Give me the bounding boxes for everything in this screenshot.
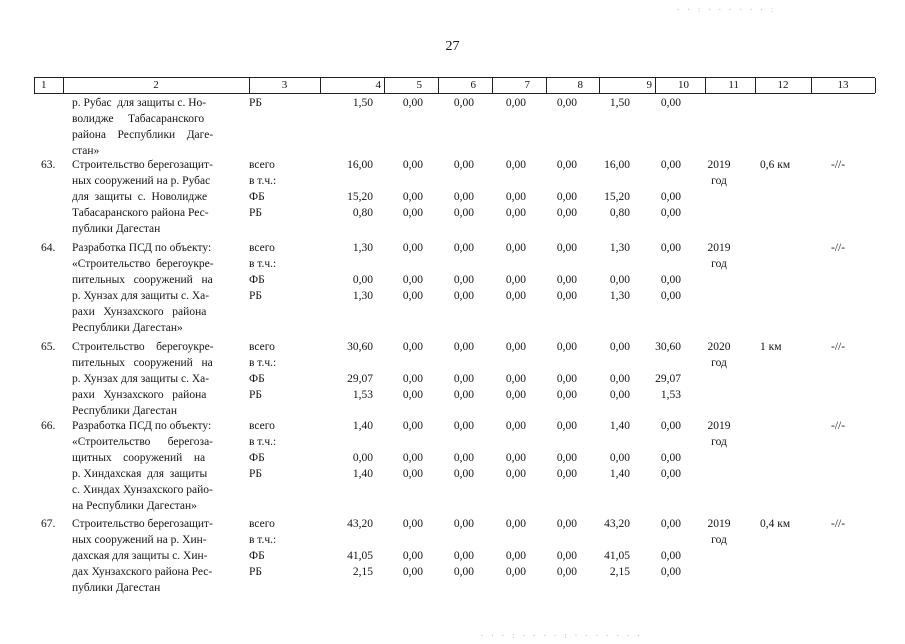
object-name-line: для защиты с. Новолидже — [72, 191, 208, 203]
object-name-line: Разработка ПСД по объекту: — [72, 420, 212, 432]
note-value: -//- — [831, 341, 846, 353]
funding-value: 1,40 — [609, 468, 630, 480]
object-name-line: публики Дагестан — [72, 582, 161, 594]
funding-value: 0,00 — [556, 389, 577, 401]
object-name-line: щитных сооружений на — [72, 452, 206, 464]
object-name-line: рахи Хунзахского района — [72, 306, 207, 318]
funding-value: 0,00 — [556, 274, 577, 286]
note-value: -//- — [831, 242, 846, 254]
funding-source: РБ — [249, 566, 262, 578]
funding-value: 0,00 — [352, 452, 373, 464]
object-name-line: Строительство берегозащит- — [72, 518, 213, 530]
object-name-line: стан» — [72, 145, 100, 157]
funding-source: ФБ — [249, 452, 265, 464]
funding-value: 0,00 — [660, 420, 681, 432]
object-name-line: пительных сооружений на — [72, 357, 213, 369]
object-name-line: р. Хиндахская для защиты — [72, 468, 208, 480]
funding-value: 16,00 — [347, 159, 373, 171]
column-header-cell — [599, 78, 656, 93]
funding-value: 43,20 — [347, 518, 373, 530]
object-name-line: р. Рубас для защиты с. Но- — [72, 97, 207, 109]
funding-value: 0,00 — [660, 518, 681, 530]
funding-value: 0,00 — [453, 389, 474, 401]
row-number: 63. — [41, 159, 56, 171]
completion-year: 2019 — [707, 159, 731, 171]
funding-value: 0,00 — [505, 341, 526, 353]
column-header-cell — [546, 78, 600, 93]
funding-value: 0,00 — [556, 242, 577, 254]
completion-year: год — [711, 175, 727, 187]
funding-value: 0,00 — [660, 191, 681, 203]
column-header-label: 7 — [524, 79, 530, 91]
column-header-label: 3 — [281, 79, 288, 91]
funding-value: 0,00 — [402, 373, 423, 385]
funding-value: 0,00 — [402, 191, 423, 203]
funding-value: 0,00 — [453, 159, 474, 171]
capacity-value: 0,6 км — [760, 159, 791, 171]
funding-value: 0,00 — [402, 420, 423, 432]
table-row — [0, 339, 905, 419]
funding-value: 0,00 — [453, 242, 474, 254]
object-name-line: Строительство берегозащит- — [72, 159, 213, 171]
funding-value: 0,00 — [505, 242, 526, 254]
funding-value: 0,00 — [505, 566, 526, 578]
funding-value: 2,15 — [609, 566, 630, 578]
funding-source: ФБ — [249, 274, 265, 286]
funding-value: 0,00 — [556, 518, 577, 530]
column-header-label: 11 — [728, 79, 739, 91]
funding-value: 1,30 — [609, 242, 630, 254]
column-header-label: 4 — [375, 79, 381, 91]
completion-year: 2019 — [707, 242, 731, 254]
column-header-cell — [35, 78, 64, 93]
funding-value: 0,00 — [402, 389, 423, 401]
capacity-value: 0,4 км — [760, 518, 791, 530]
object-name-line: «Строительство берегоза- — [72, 436, 213, 448]
funding-value: 0,00 — [453, 341, 474, 353]
table-row — [0, 418, 905, 514]
table-row — [0, 240, 905, 336]
funding-value: 29,07 — [655, 373, 681, 385]
funding-value: 0,00 — [505, 159, 526, 171]
column-header-label: 12 — [777, 79, 789, 91]
object-name-line: района Республики Даге- — [72, 129, 214, 141]
funding-value: 0,00 — [453, 207, 474, 219]
page-number: 27 — [445, 39, 460, 54]
funding-value: 1,40 — [609, 420, 630, 432]
funding-source: всего — [249, 341, 275, 353]
funding-value: 0,80 — [352, 207, 373, 219]
funding-value: 0,00 — [402, 159, 423, 171]
column-header-cell — [755, 78, 812, 93]
object-name-line: ных сооружений на р. Хин- — [72, 534, 207, 546]
completion-year: год — [711, 258, 727, 270]
funding-value: 0,00 — [505, 274, 526, 286]
funding-value: 0,00 — [660, 290, 681, 302]
funding-value: 0,00 — [402, 290, 423, 302]
object-name-line: Республики Дагестан — [72, 405, 177, 417]
funding-value: 0,00 — [660, 207, 681, 219]
funding-value: 0,00 — [556, 290, 577, 302]
completion-year: 2019 — [707, 518, 731, 530]
funding-value: 0,00 — [556, 97, 577, 109]
column-header-cell — [320, 78, 385, 93]
funding-value: 1,30 — [352, 242, 373, 254]
funding-value: 0,00 — [402, 242, 423, 254]
completion-year: год — [711, 534, 727, 546]
funding-value: 0,00 — [402, 468, 423, 480]
column-header-cell — [249, 78, 321, 93]
capacity-value: 1 км — [760, 341, 782, 353]
funding-value: 0,00 — [505, 452, 526, 464]
funding-value: 0,00 — [505, 373, 526, 385]
funding-value: 0,00 — [453, 420, 474, 432]
column-header-label: 9 — [646, 79, 652, 91]
column-header-label: 1 — [41, 79, 47, 91]
funding-value: 0,00 — [453, 191, 474, 203]
funding-value: 0,00 — [660, 452, 681, 464]
funding-value: 0,80 — [609, 207, 630, 219]
funding-value: 30,60 — [347, 341, 373, 353]
funding-value: 0,00 — [453, 550, 474, 562]
object-name-line: дах Хунзахского района Рес- — [72, 566, 213, 578]
funding-source: всего — [249, 420, 275, 432]
funding-source: РБ — [249, 290, 262, 302]
funding-value: 0,00 — [352, 274, 373, 286]
completion-year: год — [711, 436, 727, 448]
table-row — [0, 95, 905, 159]
funding-source: РБ — [249, 389, 262, 401]
scan-artifact: · · · : · · · · : · · · · · · · — [480, 632, 642, 640]
funding-value: 0,00 — [609, 452, 630, 464]
column-header-cell — [438, 78, 493, 93]
funding-value: 0,00 — [660, 242, 681, 254]
object-name-line: р. Хунзах для защиты с. Ха- — [72, 373, 210, 385]
funding-value: 0,00 — [556, 550, 577, 562]
object-name-line: р. Хунзах для защиты с. Ха- — [72, 290, 210, 302]
object-name-line: «Строительство берегоукре- — [72, 258, 214, 270]
note-value: -//- — [831, 420, 846, 432]
funding-value: 0,00 — [453, 290, 474, 302]
object-name-line: дахская для защиты с. Хин- — [72, 550, 208, 562]
row-number: 67. — [41, 518, 56, 530]
funding-value: 1,40 — [352, 468, 373, 480]
funding-value: 15,20 — [604, 191, 630, 203]
object-name-line: Строительство берегоукре- — [72, 341, 214, 353]
funding-value: 29,07 — [347, 373, 373, 385]
object-name-line: волидже Табасаранского — [72, 113, 205, 125]
column-header-label: 2 — [153, 79, 159, 91]
funding-value: 30,60 — [655, 341, 681, 353]
funding-value: 0,00 — [505, 191, 526, 203]
funding-value: 0,00 — [609, 274, 630, 286]
funding-value: 1,50 — [352, 97, 373, 109]
funding-value: 0,00 — [402, 341, 423, 353]
column-header-cell — [811, 78, 876, 93]
funding-value: 0,00 — [505, 207, 526, 219]
funding-source: в т.ч.: — [249, 436, 277, 448]
funding-value: 0,00 — [505, 97, 526, 109]
funding-source: РБ — [249, 468, 262, 480]
object-name-line: на Республики Дагестан» — [72, 500, 197, 512]
completion-year: 2019 — [707, 420, 731, 432]
column-header-cell — [705, 78, 756, 93]
funding-value: 0,00 — [660, 550, 681, 562]
column-header-label: 6 — [470, 79, 476, 91]
funding-source: ФБ — [249, 550, 265, 562]
funding-source: всего — [249, 159, 275, 171]
funding-value: 1,40 — [352, 420, 373, 432]
funding-value: 0,00 — [556, 207, 577, 219]
funding-value: 1,53 — [352, 389, 373, 401]
row-number: 65. — [41, 341, 56, 353]
funding-value: 0,00 — [660, 566, 681, 578]
funding-value: 0,00 — [505, 518, 526, 530]
funding-source: в т.ч.: — [249, 534, 277, 546]
column-header-label: 5 — [416, 79, 422, 91]
column-number-header — [34, 77, 875, 94]
funding-value: 2,15 — [352, 566, 373, 578]
funding-value: 1,30 — [352, 290, 373, 302]
funding-value: 0,00 — [556, 420, 577, 432]
funding-value: 0,00 — [402, 452, 423, 464]
funding-value: 0,00 — [453, 468, 474, 480]
funding-value: 1,50 — [609, 97, 630, 109]
funding-value: 0,00 — [505, 290, 526, 302]
object-name-line: ных сооружений на р. Рубас — [72, 175, 211, 187]
object-name-line: Табасаранского района Рес- — [72, 207, 209, 219]
funding-value: 0,00 — [402, 518, 423, 530]
funding-value: 0,00 — [556, 452, 577, 464]
funding-source: в т.ч.: — [249, 258, 277, 270]
column-header-cell — [492, 78, 547, 93]
funding-value: 0,00 — [402, 97, 423, 109]
funding-value: 0,00 — [660, 97, 681, 109]
funding-value: 0,00 — [453, 97, 474, 109]
table-row — [0, 516, 905, 596]
funding-value: 0,00 — [609, 389, 630, 401]
column-header-label: 10 — [678, 79, 689, 91]
funding-value: 0,00 — [556, 159, 577, 171]
funding-value: 1,53 — [660, 389, 681, 401]
funding-value: 0,00 — [453, 373, 474, 385]
funding-source: ФБ — [249, 373, 265, 385]
object-name-line: пительных сооружений на — [72, 274, 213, 286]
funding-value: 0,00 — [402, 550, 423, 562]
scan-artifact: · · : · · · · · · : — [676, 6, 776, 14]
table-row — [0, 157, 905, 237]
funding-source: в т.ч.: — [249, 175, 277, 187]
funding-value: 0,00 — [609, 373, 630, 385]
funding-value: 0,00 — [505, 550, 526, 562]
completion-year: 2020 — [707, 341, 731, 353]
object-name-line: Разработка ПСД по объекту: — [72, 242, 212, 254]
funding-source: ФБ — [249, 191, 265, 203]
object-name-line: с. Хиндах Хунзахского райо- — [72, 484, 213, 496]
funding-value: 0,00 — [453, 518, 474, 530]
column-header-label: 8 — [577, 79, 583, 91]
funding-value: 41,05 — [604, 550, 630, 562]
funding-value: 0,00 — [402, 207, 423, 219]
funding-value: 0,00 — [609, 341, 630, 353]
funding-source: всего — [249, 242, 275, 254]
funding-value: 0,00 — [660, 159, 681, 171]
row-number: 66. — [41, 420, 56, 432]
funding-value: 0,00 — [556, 373, 577, 385]
object-name-line: Республики Дагестан» — [72, 322, 183, 334]
funding-source: РБ — [249, 207, 262, 219]
funding-value: 0,00 — [660, 468, 681, 480]
funding-source: РБ — [249, 97, 262, 109]
funding-source: в т.ч.: — [249, 357, 277, 369]
object-name-line: публики Дагестан — [72, 223, 161, 235]
funding-value: 0,00 — [556, 191, 577, 203]
note-value: -//- — [831, 518, 846, 530]
funding-value: 0,00 — [453, 452, 474, 464]
funding-value: 0,00 — [505, 389, 526, 401]
funding-value: 0,00 — [453, 274, 474, 286]
note-value: -//- — [831, 159, 846, 171]
funding-value: 0,00 — [402, 274, 423, 286]
funding-value: 0,00 — [402, 566, 423, 578]
object-name-line: рахи Хунзахского района — [72, 389, 207, 401]
column-header-cell — [384, 78, 439, 93]
funding-source: всего — [249, 518, 275, 530]
funding-value: 1,30 — [609, 290, 630, 302]
funding-value: 0,00 — [660, 274, 681, 286]
funding-value: 15,20 — [347, 191, 373, 203]
completion-year: год — [711, 357, 727, 369]
column-header-cell — [63, 78, 250, 93]
funding-value: 0,00 — [556, 341, 577, 353]
funding-value: 0,00 — [505, 468, 526, 480]
column-header-label: 13 — [837, 79, 849, 91]
funding-value: 16,00 — [604, 159, 630, 171]
funding-value: 41,05 — [347, 550, 373, 562]
funding-value: 0,00 — [505, 420, 526, 432]
funding-value: 0,00 — [556, 468, 577, 480]
funding-value: 43,20 — [604, 518, 630, 530]
funding-value: 0,00 — [556, 566, 577, 578]
funding-value: 0,00 — [453, 566, 474, 578]
row-number: 64. — [41, 242, 56, 254]
column-header-cell — [655, 78, 706, 93]
